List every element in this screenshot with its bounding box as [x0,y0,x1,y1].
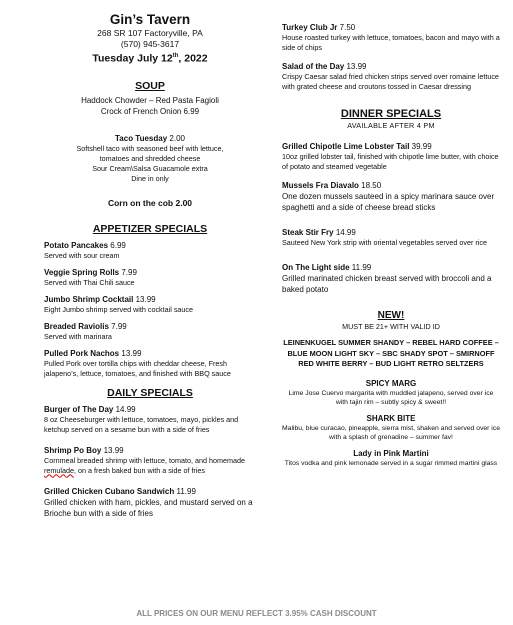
appetizer-item [44,321,256,342]
item-price: 7.99 [111,321,127,331]
item-desc: Crispy Caesar salad fried chicken strips served over romaine lettuce with grated cheese and croutons tossed in Caesar dressing [282,72,499,91]
phone: (570) 945-3617 [120,39,180,49]
item-name: Breaded Raviolis [44,321,109,331]
item-price: 11.99 [176,486,196,496]
drinks-heading: NEW! [377,310,405,321]
item-name: Grilled Chicken Cubano Sandwich [44,486,175,496]
item-name: Burger of The Day [44,404,114,414]
left-column [44,0,256,519]
item-desc: 8 oz Cheeseburger with lettuce, tomatoes, mayo, pickles and ketchup served on a sesame bun with a side of fries [44,414,239,434]
item-name: Potato Pancakes [44,240,109,250]
item-desc: Pulled Pork over tortilla chips with cheddar cheese, Fresh jalapeno’s, lettuce, tomatoes, and finished with BBQ sauce [44,358,231,378]
daily-item-burger [44,404,256,435]
drink-name: SHARK BITE [366,413,416,423]
item-price: 39.99 [411,142,432,151]
item-price: 11.99 [351,263,372,272]
item-name: Salad of the Day [282,62,345,71]
dinner-item [282,227,500,248]
item-price: 13.99 [346,62,367,71]
soup-line-2: Crock of French Onion 6.99 [100,106,200,116]
drink-desc: Malibu, blue curacao, pineapple, sierra mist, shaken and served over ice with a splash of grenadine – summer fav! [282,424,500,441]
item-price: 13.99 [135,294,156,304]
daily-item-shrimp [44,445,256,476]
item-desc: Served with sour cream [44,250,120,260]
item-price: 6.99 [110,240,126,250]
item-desc: Eight Jumbo shrimp served with cocktail sauce [44,304,194,314]
drink-item [282,448,500,468]
item-price: 14.99 [335,228,356,237]
right-column [282,0,500,468]
item-desc: Grilled chicken with ham, pickles, and mustard served on a Brioche bun with a side of fries [44,497,253,518]
taco-price: 2.00 [169,133,185,143]
spellcheck-word: remulade [44,465,74,475]
dinner-heading: DINNER SPECIALS [340,108,442,120]
appetizer-item [44,294,256,315]
drink-name: Lady in Pink Martini [353,448,429,458]
soup-line-1: Haddock Chowder – Red Pasta Fagioli [81,95,219,105]
appetizer-item [44,267,256,288]
dinner-item [282,180,500,213]
appetizer-heading: APPETIZER SPECIALS [92,222,208,235]
dinner-item [282,262,500,295]
soup-heading: SOUP [135,79,165,92]
drink-desc: Titos vodka and pink lemonade served in a sugar rimmed martini glass [284,459,498,467]
turkey-club [282,22,500,53]
item-desc: Served with marinara [44,331,112,341]
item-desc: Grilled marinated chicken breast served with broccoli and a baked potato [282,274,492,294]
salad-of-day [282,61,500,92]
drinks-age-notice: MUST BE 21+ WITH VALID ID [342,322,440,331]
drink-item [282,378,500,407]
taco-desc-4: Dine in only [131,173,169,183]
item-desc: Served with Thai Chili sauce [44,277,135,287]
menu-date: Tuesday July 12th, 2022 [92,52,208,65]
taco-name: Taco Tuesday [115,133,168,143]
drink-desc: Lime Jose Cuervo margarita with muddled jalapeno, served over ice with tajin rim – subtly spicy & sweet!! [288,389,494,406]
daily-item-cubano [44,486,256,519]
taco-desc-3: Sour Cream\Salsa Guacamole extra [92,163,208,173]
item-desc: House roasted turkey with lettuce, tomatoes, bacon and mayo with a side of chips [282,33,500,52]
item-name: Shrimp Po Boy [44,445,102,455]
item-name: Turkey Club Jr [282,23,338,32]
item-desc: Cornmeal breaded shrimp with lettuce, tomato, and homemade remulade, on a fresh baked bun with a side of fries [44,455,245,475]
item-name: Steak Stir Fry [282,228,334,237]
item-price: 13.99 [121,348,142,358]
dinner-item [282,141,500,172]
appetizer-item [44,348,256,379]
drink-name: SPICY MARG [365,378,417,388]
taco-desc-2: tomatoes and shredded cheese [99,153,201,163]
item-price: 7.50 [339,23,356,32]
beer-list: LEINENKUGEL SUMMER SHANDY – REBEL HARD COFFEE – BLUE MOON LIGHT SKY – SBC SHADY SPOT – SMIRNOFF RED WHITE BERRY – BUD LIGHT RETRO SELTZERS [283,338,499,368]
item-name: Grilled Chipotle Lime Lobster Tail [282,142,410,151]
item-price: 7.99 [121,267,137,277]
item-desc: One dozen mussels sauteed in a spicy marinara sauce over spaghetti and a side of cheese bread sticks [282,192,495,212]
item-name: Jumbo Shrimp Cocktail [44,294,134,304]
drink-item [282,413,500,442]
item-price: 14.99 [115,404,136,414]
taco-desc-1: Softshell taco with seasoned beef with lettuce, [76,143,224,153]
appetizer-item [44,240,256,261]
daily-heading: DAILY SPECIALS [107,386,193,399]
item-name: Pulled Pork Nachos [44,348,120,358]
item-name: Veggie Spring Rolls [44,267,120,277]
address: 268 SR 107 Factoryville, PA [97,28,203,38]
cash-discount-footer: ALL PRICES ON OUR MENU REFLECT 3.95% CASH DISCOUNT [136,609,377,618]
item-desc: 10oz grilled lobster tail, finished with chipotle lime butter, with choice of potato and steamed vegetable [282,152,499,171]
restaurant-name: Gin’s Tavern [109,12,191,27]
taco-tuesday [44,133,256,184]
item-price: 13.99 [103,445,124,455]
item-price: 18.50 [361,181,382,190]
dinner-subheading: AVAILABLE AFTER 4 PM [347,121,435,130]
corn-special: Corn on the cob 2.00 [107,197,193,208]
item-name: On The Light side [282,263,350,272]
item-name: Mussels Fra Diavalo [282,181,359,190]
item-desc: Sauteed New York strip with oriental vegetables served over rice [282,238,487,247]
